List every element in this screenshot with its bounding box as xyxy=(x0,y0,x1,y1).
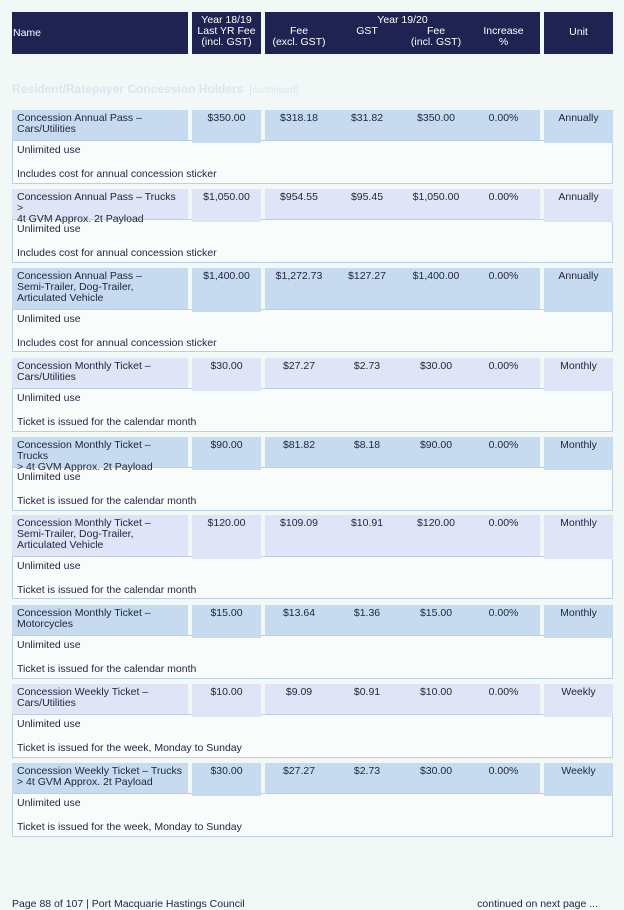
row-fee-excl: $318.18 xyxy=(280,112,318,124)
row-year-19-20 xyxy=(265,358,540,388)
header-fee-excl-line2: (excl. GST) xyxy=(272,36,326,48)
header-increase xyxy=(471,26,536,48)
row-note-detail: Ticket is issued for the calendar month xyxy=(17,663,197,675)
header-fee-incl-line2: (incl. GST) xyxy=(410,36,462,48)
row-gst: $8.18 xyxy=(353,439,381,451)
row-name xyxy=(12,110,188,140)
row-note-detail: Includes cost for annual concession sticker xyxy=(17,337,217,349)
row-name-line: Concession Monthly Ticket – xyxy=(17,517,151,529)
row-note-detail: Ticket is issued for the week, Monday to Sunday xyxy=(17,742,242,754)
row-last-year-fee: $120.00 xyxy=(192,515,261,559)
row-fee-incl: $1,400.00 xyxy=(412,270,460,282)
row-name-line: Concession Annual Pass – xyxy=(17,112,142,124)
row-gst: $95.45 xyxy=(350,191,384,203)
row-gst: $1.36 xyxy=(353,607,381,619)
footer-continued: continued on next page ... xyxy=(477,898,598,910)
header-fee-excl-line1: Fee xyxy=(289,25,309,37)
row-gst: $127.27 xyxy=(348,270,386,282)
row-name xyxy=(12,189,188,225)
header-year-19-20 xyxy=(265,12,540,54)
row-name-line: Cars/Utilities xyxy=(17,123,76,135)
row-note-detail: Ticket is issued for the calendar month xyxy=(17,495,197,507)
header-unit-label: Unit xyxy=(569,26,588,38)
row-unit: Annually xyxy=(544,268,613,312)
header-last-year-line1: Year 18/19 xyxy=(201,14,252,26)
row-last-year-fee: $1,400.00 xyxy=(192,268,261,312)
row-fee-incl: $30.00 xyxy=(419,765,453,777)
row-unit: Monthly xyxy=(544,605,613,638)
row-note-detail: Ticket is issued for the calendar month xyxy=(17,584,197,596)
row-gst: $10.91 xyxy=(350,517,384,529)
row-note-usage: Unlimited use xyxy=(17,639,81,651)
row-fee-excl: $27.27 xyxy=(282,360,316,372)
row-note-usage: Unlimited use xyxy=(17,223,81,235)
row-fee-excl: $954.55 xyxy=(280,191,318,203)
header-increase-line1: Increase xyxy=(483,25,524,37)
row-note-detail: Ticket is issued for the calendar month xyxy=(17,416,197,428)
row-year-19-20 xyxy=(265,437,540,467)
row-increase: 0.00% xyxy=(488,112,519,124)
row-last-year-fee: $90.00 xyxy=(192,437,261,470)
row-gst: $2.73 xyxy=(353,765,381,777)
header-name xyxy=(12,12,188,54)
header-unit xyxy=(544,12,613,54)
row-name xyxy=(12,515,188,556)
row-unit: Monthly xyxy=(544,358,613,391)
row-note-usage: Unlimited use xyxy=(17,392,81,404)
row-fee-incl: $15.00 xyxy=(419,607,453,619)
row-increase: 0.00% xyxy=(488,686,519,698)
header-fee-incl xyxy=(401,26,471,48)
row-note-usage: Unlimited use xyxy=(17,313,81,325)
row-unit: Monthly xyxy=(544,515,613,559)
row-year-19-20 xyxy=(265,189,540,219)
row-year-19-20 xyxy=(265,268,540,309)
section-title xyxy=(12,82,298,96)
row-fee-incl: $1,050.00 xyxy=(412,191,460,203)
footer-page-info: Page 88 of 107 | Port Macquarie Hastings Council xyxy=(12,898,245,910)
header-last-year-line2: Last YR Fee xyxy=(197,25,256,37)
row-fee-incl: $120.00 xyxy=(417,517,455,529)
row-year-19-20 xyxy=(265,110,540,140)
header-increase-line2: % xyxy=(498,36,509,48)
row-note-usage: Unlimited use xyxy=(17,718,81,730)
section-continued: [continued] xyxy=(249,85,299,96)
row-last-year-fee: $30.00 xyxy=(192,358,261,391)
row-name-line: Concession Weekly Ticket – xyxy=(17,686,149,698)
row-name xyxy=(12,358,188,388)
header-gst xyxy=(333,26,401,37)
row-unit: Monthly xyxy=(544,437,613,470)
row-last-year-fee: $1,050.00 xyxy=(192,189,261,222)
row-increase: 0.00% xyxy=(488,765,519,777)
row-name xyxy=(12,684,188,714)
row-note-usage: Unlimited use xyxy=(17,797,81,809)
row-year-19-20 xyxy=(265,684,540,714)
row-note-detail: Includes cost for annual concession sticker xyxy=(17,168,217,180)
header-last-year xyxy=(192,12,261,54)
row-note-usage: Unlimited use xyxy=(17,560,81,572)
row-unit: Annually xyxy=(544,189,613,222)
header-year-group-label: Year 19/20 xyxy=(377,14,428,26)
row-increase: 0.00% xyxy=(488,607,519,619)
row-last-year-fee: $350.00 xyxy=(192,110,261,143)
row-name xyxy=(12,268,188,309)
row-name-line: Cars/Utilities xyxy=(17,697,76,709)
row-year-19-20 xyxy=(265,763,540,793)
row-name-line: Concession Weekly Ticket – Trucks xyxy=(17,765,182,777)
row-name-line: 4t GVM Approx. 2t Payload xyxy=(17,213,144,225)
row-note-detail: Includes cost for annual concession sticker xyxy=(17,247,217,259)
row-year-19-20 xyxy=(265,515,540,556)
row-unit: Annually xyxy=(544,110,613,143)
row-gst: $31.82 xyxy=(350,112,384,124)
row-unit: Weekly xyxy=(544,763,613,796)
row-name-line: Concession Monthly Ticket – Trucks xyxy=(17,439,151,462)
row-name-line: Concession Monthly Ticket – xyxy=(17,607,151,619)
row-name-line: Articulated Vehicle xyxy=(17,292,104,304)
row-fee-excl: $13.64 xyxy=(282,607,316,619)
row-fee-incl: $30.00 xyxy=(419,360,453,372)
row-increase: 0.00% xyxy=(488,439,519,451)
row-fee-incl: $350.00 xyxy=(417,112,455,124)
row-fee-excl: $9.09 xyxy=(285,686,313,698)
row-name-line: > 4t GVM Approx. 2t Payload xyxy=(17,461,153,473)
row-fee-incl: $10.00 xyxy=(419,686,453,698)
row-name-line: Semi-Trailer, Dog-Trailer, xyxy=(17,528,134,540)
row-name xyxy=(12,437,188,473)
row-last-year-fee: $15.00 xyxy=(192,605,261,638)
row-name-line: Concession Monthly Ticket – xyxy=(17,360,151,372)
header-fee-incl-line1: Fee xyxy=(426,25,446,37)
header-gst-label: GST xyxy=(356,25,378,37)
row-gst: $2.73 xyxy=(353,360,381,372)
row-increase: 0.00% xyxy=(488,360,519,372)
section-title-text: Resident/Ratepayer Concession Holders xyxy=(12,82,244,96)
row-increase: 0.00% xyxy=(488,270,519,282)
row-name-line: Concession Annual Pass – xyxy=(17,270,142,282)
row-name xyxy=(12,605,188,635)
header-fee-excl xyxy=(265,26,333,48)
row-fee-incl: $90.00 xyxy=(419,439,453,451)
row-last-year-fee: $10.00 xyxy=(192,684,261,717)
row-note-usage: Unlimited use xyxy=(17,471,81,483)
row-note-usage: Unlimited use xyxy=(17,144,81,156)
row-unit: Weekly xyxy=(544,684,613,717)
header-name-label: Name xyxy=(13,27,42,39)
row-name-line: Cars/Utilities xyxy=(17,371,76,383)
row-name-line: Semi-Trailer, Dog-Trailer, xyxy=(17,281,134,293)
row-year-19-20 xyxy=(265,605,540,635)
row-note-detail: Ticket is issued for the week, Monday to Sunday xyxy=(17,821,242,833)
row-name-line: Motorcycles xyxy=(17,618,74,630)
row-increase: 0.00% xyxy=(488,191,519,203)
row-fee-excl: $1,272.73 xyxy=(275,270,323,282)
row-fee-excl: $109.09 xyxy=(280,517,318,529)
row-last-year-fee: $30.00 xyxy=(192,763,261,796)
row-fee-excl: $27.27 xyxy=(282,765,316,777)
row-name-line: > 4t GVM Approx. 2t Payload xyxy=(17,776,153,788)
row-fee-excl: $81.82 xyxy=(282,439,316,451)
row-name-line: Concession Annual Pass – Trucks > xyxy=(17,191,176,214)
row-gst: $0.91 xyxy=(353,686,381,698)
header-last-year-line3: (incl. GST) xyxy=(201,36,252,48)
row-name-line: Articulated Vehicle xyxy=(17,539,104,551)
row-increase: 0.00% xyxy=(488,517,519,529)
row-name xyxy=(12,763,188,793)
